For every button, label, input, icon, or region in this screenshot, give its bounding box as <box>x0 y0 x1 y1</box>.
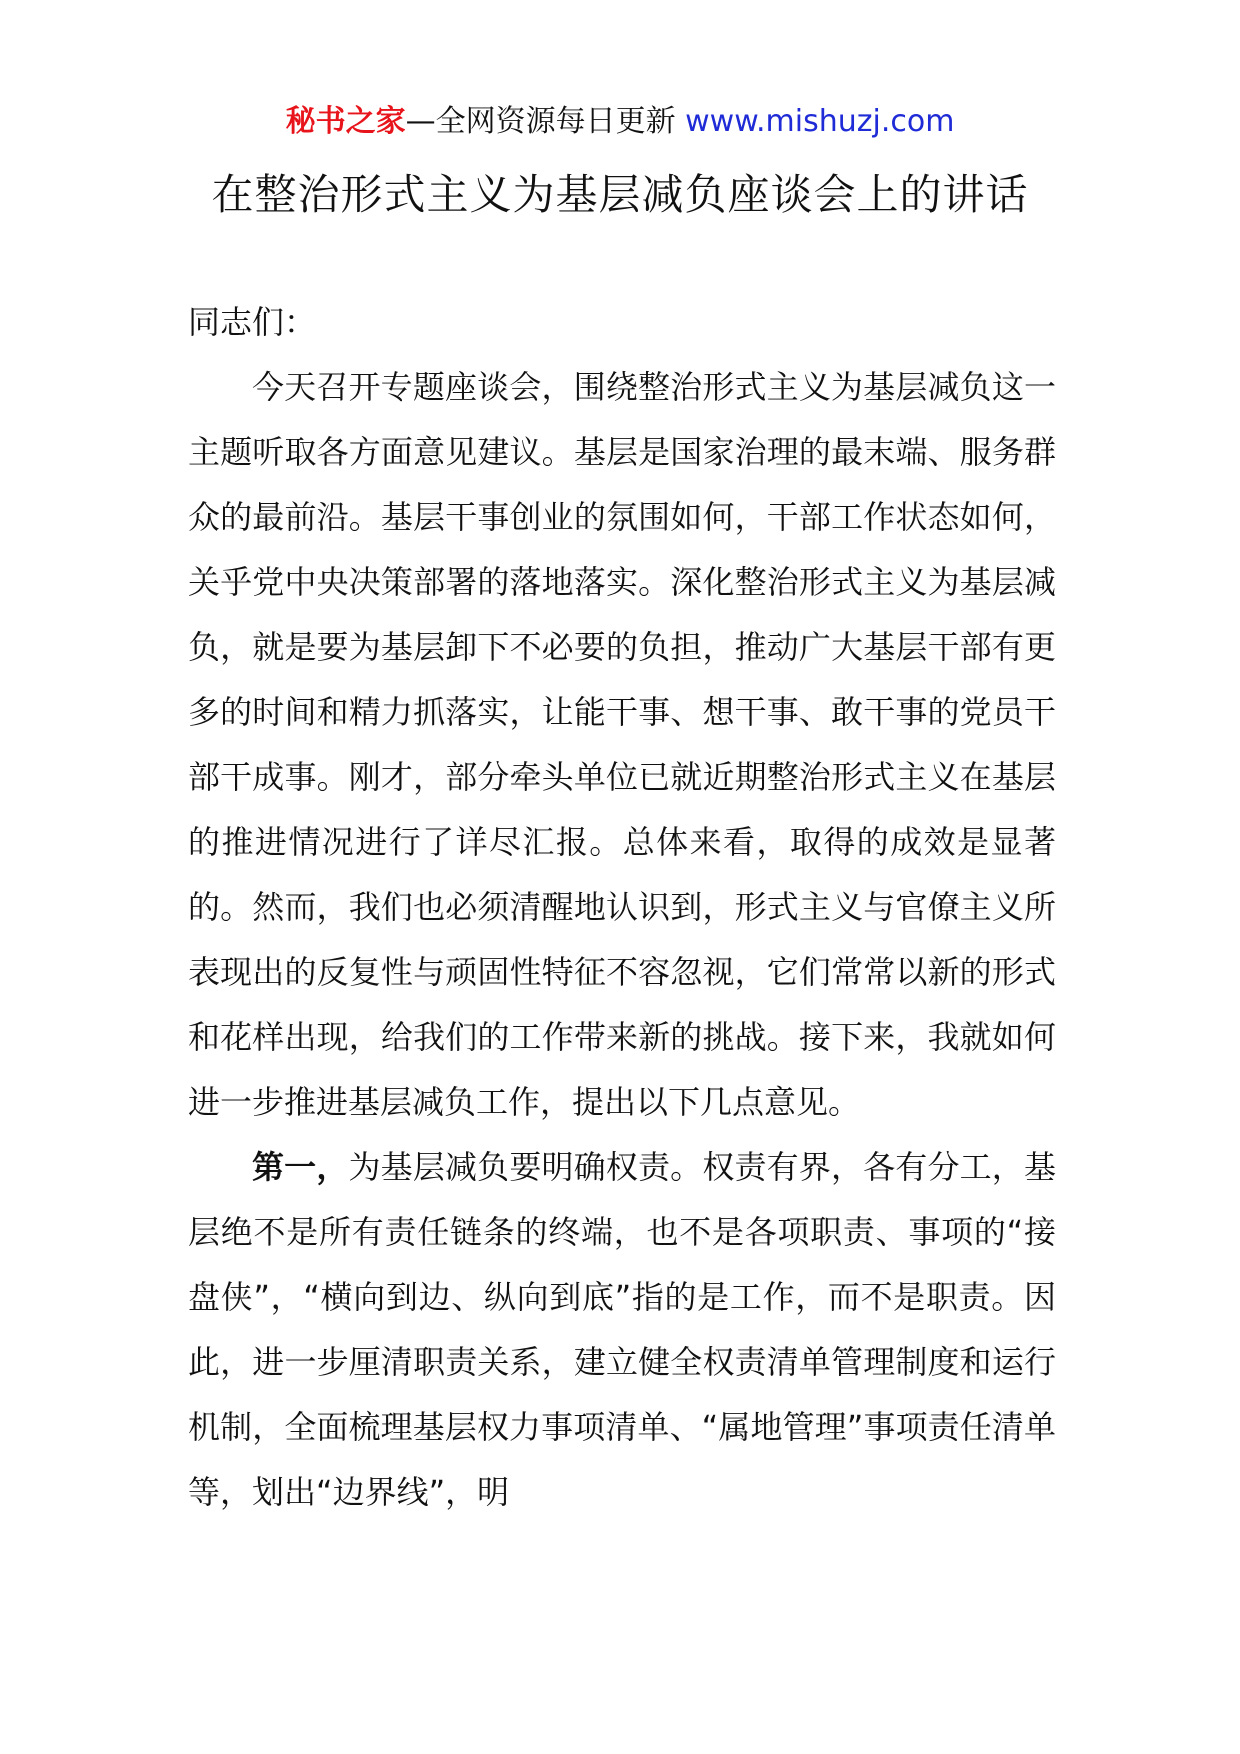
source-header <box>0 102 1240 142</box>
header-tagline: —全网资源每日更新 <box>405 104 686 139</box>
paragraph-first-point <box>188 1135 1056 1525</box>
point-text: 为基层减负要明确权责。权责有界，各有分工，基层绝不是所有责任链条的终端，也不是各项职责、事项的“接盘侠”，“横向到边、纵向到底”指的是工作，而不是职责。因此，进一步厘清职责关系，建立健全权责清单管理制度和运行机制，全面梳理基层权力事项清单、“属地管理”事项责任清单等，划出“边界线”，明 <box>188 1148 1056 1511</box>
paragraph-intro: 今天召开专题座谈会，围绕整治形式主义为基层减负这一主题听取各方面意见建议。基层是国家治理的最末端、服务群众的最前沿。基层干事创业的氛围如何，干部工作状态如何，关乎党中央决策部署的落地落实。深化整治形式主义为基层减负，就是要为基层卸下不必要的负担，推动广大基层干部有更多的时间和精力抓落实，让能干事、想干事、敢干事的党员干部干成事。刚才，部分牵头单位已就近期整治形式主义在基层的推进情况进行了详尽汇报。总体来看，取得的成效是显著的。然而，我们也必须清醒地认识到，形式主义与官僚主义所表现出的反复性与顽固性特征不容忽视，它们常常以新的形式和花样出现，给我们的工作带来新的挑战。接下来，我就如何进一步推进基层减负工作，提出以下几点意见。 <box>188 368 1056 1121</box>
website-link[interactable]: www.mishuzj.com <box>685 104 955 139</box>
document-body <box>188 290 1056 1525</box>
salutation: 同志们： <box>188 303 317 341</box>
point-lead: 第一， <box>252 1148 349 1186</box>
document-title: 在整治形式主义为基层减负座谈会上的讲话 <box>211 170 1029 219</box>
brand-name: 秘书之家 <box>285 104 406 139</box>
